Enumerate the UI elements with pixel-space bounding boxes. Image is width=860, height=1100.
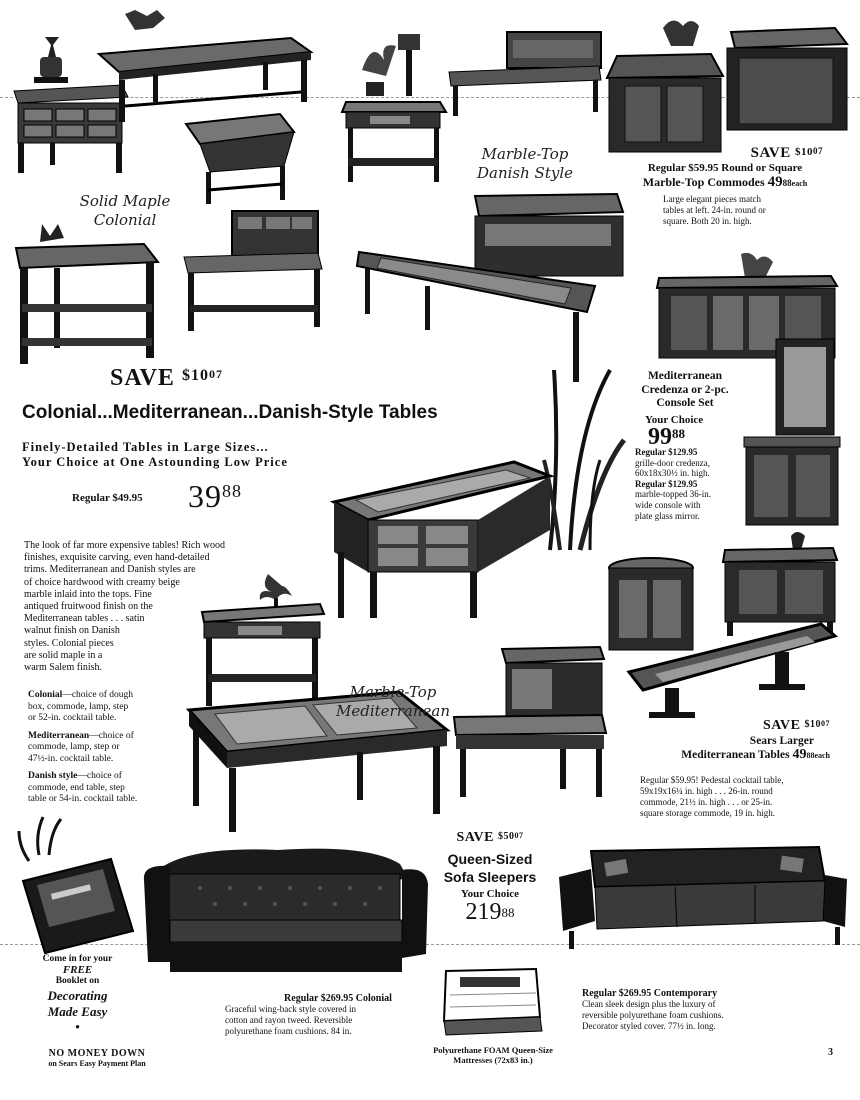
sofa-title: Queen-Sized Sofa Sleepers <box>443 851 537 885</box>
med-tables-ad <box>640 718 830 762</box>
marble-top-mediterranean-label: Marble-Top Mediterranean <box>336 683 450 720</box>
main-choices-list <box>28 690 178 806</box>
colonial-sofa-description: Regular $269.95 Colonial Graceful wing-back style covered in cotton and rayon tweed. Reversible polyurethane foam cushions. 84 in. <box>225 993 425 1037</box>
commodes-line2: Marble-Top Commodes $49^{88}each$ <box>642 174 808 190</box>
main-regular-price: Regular $49.95 <box>72 492 143 504</box>
marble-top-danish-label: Marble-Top Danish Style <box>476 145 573 182</box>
med-tables-line1: Sears Larger <box>749 735 814 747</box>
credenza-your-choice: Your Choice <box>645 414 704 426</box>
commodes-description: Large elegant pieces match tables at left. 24-in. round or square. Both 20 in. high. <box>663 194 766 226</box>
solid-maple-colonial-label: Solid Maple Colonial <box>79 192 171 229</box>
choice-mediterranean: Mediterranean—choice of commode, lamp, step or 47½-in. cocktail table. <box>28 730 134 764</box>
booklet-offer: Come in for your FREE Booklet on Decorating Made Easy ● <box>42 954 113 1031</box>
colonial-sofa-illustration <box>140 840 430 980</box>
console-mirror-illustration <box>740 335 850 530</box>
choice-colonial: Colonial—choice of dough box, commode, lamp, step or 52-in. cocktail table. <box>28 690 134 723</box>
mediterranean-step-table-illustration <box>450 645 610 800</box>
marble-top-commodes-illustration <box>603 18 853 158</box>
sofa-price: $219^{88}$ <box>465 899 515 925</box>
colonial-cocktail-table-illustration <box>95 10 315 125</box>
dough-box-illustration <box>180 110 300 205</box>
choice-danish: Danish style—choice of commode, end table, step table or 54-in. cocktail table. <box>28 771 138 804</box>
mattress-illustration <box>440 965 545 1040</box>
booklet-illustration <box>15 815 140 955</box>
colonial-sofa-title: Regular $269.95 Colonial <box>284 993 392 1004</box>
contemporary-sofa-illustration <box>555 845 850 960</box>
main-body-copy: The look of far more expensive tables! Rich wood finishes, exquisite carving, even hand-detailed trims. Mediterranean and Danish styles are of choice hardwood with creamy beige marble inlaid into the tops. Fine antiqued fruitwood finish on the Mediterranean tables . . . satin walnut finish on Danish styles. Colonial pieces are solid maple in a warm Salem finish. <box>24 540 226 674</box>
main-save-headline: SAVE $^{\$1007}$ <box>110 365 223 391</box>
no-money-down: NO MONEY DOWN on Sears Easy Payment Plan <box>48 1048 146 1068</box>
med-tables-description: Regular $59.95! Pedestal cocktail table, 59x19x16¼ in. high . . . 26-in. round commode, 21½ in. high . . . or 25-in. square storage commode, 19 in. high. <box>640 775 784 818</box>
credenza-price: $99^{88}$ <box>648 424 685 450</box>
sofa-your-choice: Your Choice <box>460 888 520 900</box>
med-tables-save: SAVE $^{\$1007}$ <box>762 718 830 733</box>
commodes-line1: Regular $59.95 Round or Square <box>647 162 803 174</box>
contemporary-sofa-description: Regular $269.95 Contemporary Clean sleek design plus the luxury of reversible polyurethane foam cushions. Decorator styled cover. 77½ in. long. <box>582 988 782 1032</box>
sofa-sleepers-ad <box>430 830 550 924</box>
page-number: 3 <box>828 1047 833 1058</box>
danish-step-table-illustration <box>445 28 605 118</box>
pedestal-cocktail-table-illustration <box>625 620 840 720</box>
main-headline: Colonial...Mediterranean...Danish-Style Tables <box>22 402 438 423</box>
colonial-step-table-illustration <box>180 205 325 335</box>
sofa-save: SAVE $^{\$5007}$ <box>456 830 524 845</box>
commodes-ad <box>615 145 835 227</box>
credenza-title: Mediterranean Credenza or 2-pc. Console Set <box>641 370 729 409</box>
danish-cocktail-table-illustration <box>355 188 625 388</box>
commodes-save: SAVE $^{\$1007}$ <box>750 145 823 161</box>
credenza-description: Regular $129.95 grille-door credenza, 60x18x30½ in. high. Regular $129.95 marble-topped 36-in. wide console with plate glass mirror. <box>635 447 711 521</box>
main-sale-price: $39^{88}$ <box>188 478 242 514</box>
main-subheadline: Finely-Detailed Tables in Large Sizes... Your Choice at One Astounding Low Price <box>22 440 288 469</box>
mediterranean-end-table-illustration <box>330 460 555 620</box>
mattress-caption: Polyurethane FOAM Queen-Size Mattresses (72x83 in.) <box>433 1045 553 1065</box>
colonial-commode-illustration <box>12 220 162 370</box>
danish-lamp-table-illustration <box>340 30 450 185</box>
contemporary-sofa-title: Regular $269.95 Contemporary <box>582 988 718 999</box>
med-tables-line2: Mediterranean Tables $49^{88}each$ <box>681 747 830 762</box>
